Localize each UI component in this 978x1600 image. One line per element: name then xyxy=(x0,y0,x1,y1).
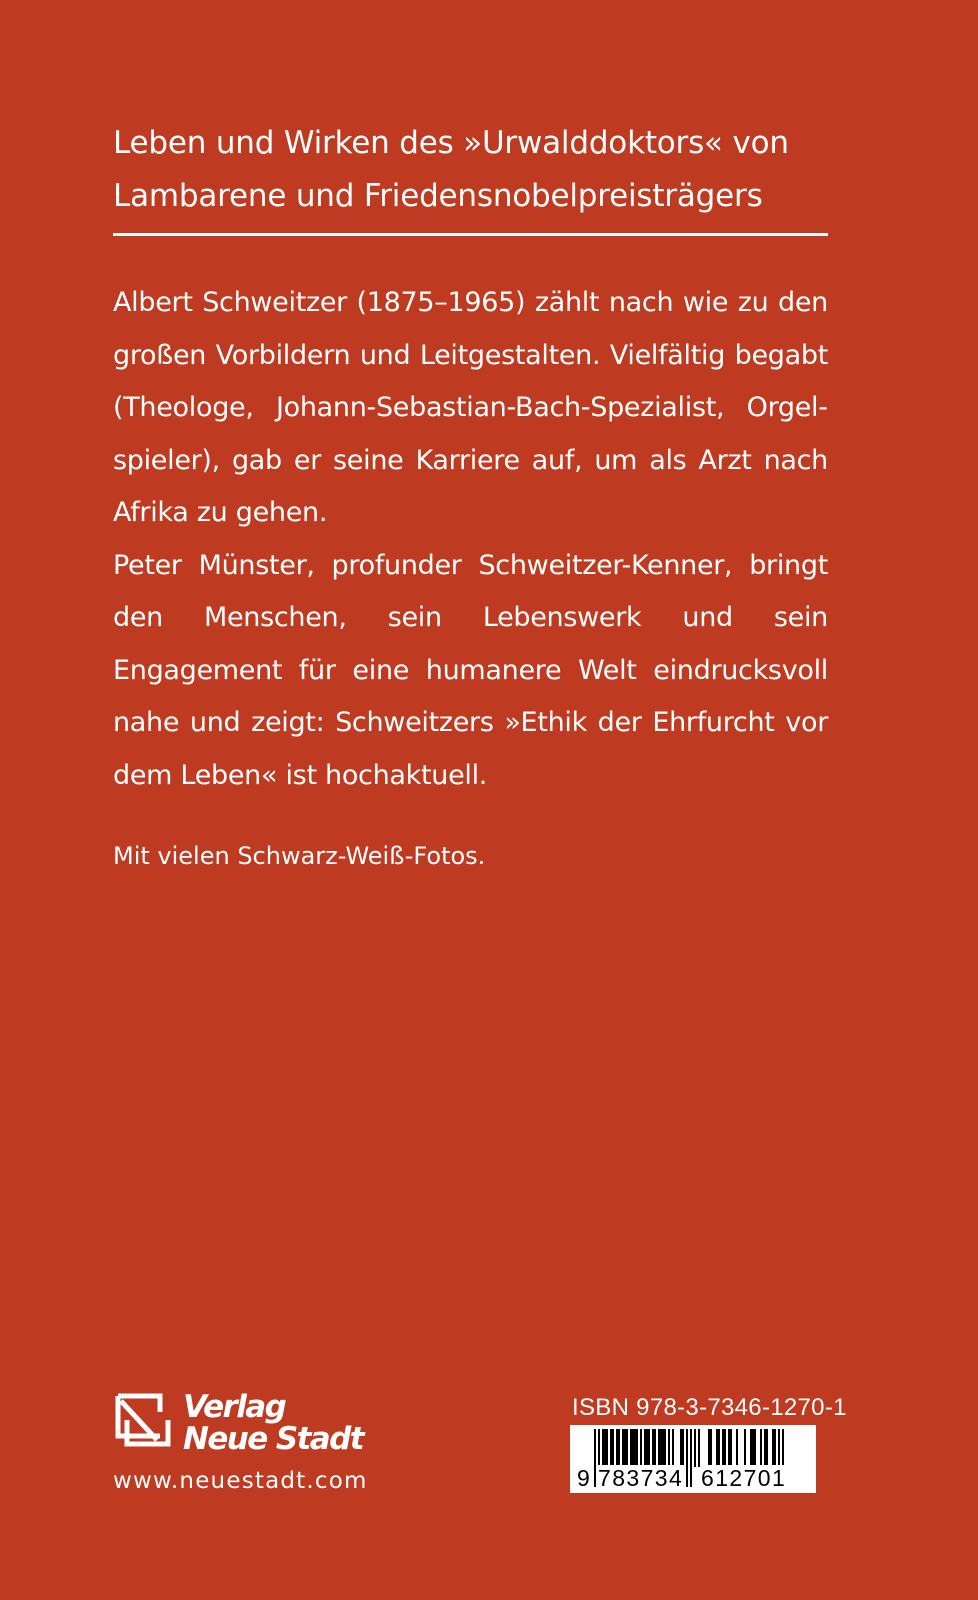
barcode-bar xyxy=(760,1429,762,1467)
barcode-bar xyxy=(730,1429,732,1467)
blurb-paragraph-1: Albert Schweitzer (1875–1965) zählt nach wie zu den großen Vorbildern und Leitgestalten. Vielfältig begabt (Theologe, Johann-Sebastian-Bach-Spezialist, Orgelspieler), gab er seine Karriere auf, um als Arzt nach Afrika zu gehen. xyxy=(113,287,828,528)
barcode-bar xyxy=(772,1429,774,1467)
barcode-bar xyxy=(618,1429,620,1467)
barcode-bar xyxy=(630,1429,632,1467)
photo-note: Mit vielen Schwarz-Weiß-Fotos. xyxy=(113,842,486,870)
barcode-left-digits: 783734 xyxy=(598,1465,684,1491)
barcode-bar xyxy=(716,1429,718,1467)
barcode-bar xyxy=(624,1429,626,1467)
barcode-bar xyxy=(622,1429,624,1467)
barcode-bar xyxy=(664,1429,666,1467)
barcode-bar xyxy=(698,1429,700,1467)
barcode-bar xyxy=(750,1429,752,1467)
barcode-first-digit: 9 xyxy=(577,1465,592,1491)
headline-line-1: Leben und Wirken des »Urwalddoktors« von xyxy=(113,125,789,161)
barcode-bar xyxy=(634,1429,636,1467)
barcode-bar xyxy=(672,1429,674,1467)
headline-line-2: Lambarene und Friedensnobelpreisträgers xyxy=(113,178,763,214)
barcode-bar xyxy=(636,1429,638,1467)
barcode-bar xyxy=(648,1429,650,1467)
barcode-bar xyxy=(644,1429,646,1467)
barcode-bar xyxy=(640,1429,642,1467)
barcode-bar xyxy=(658,1429,660,1467)
barcode-bar xyxy=(616,1429,618,1467)
barcode-bar xyxy=(754,1429,756,1467)
barcode-bar xyxy=(708,1429,710,1467)
barcode-bar xyxy=(612,1429,614,1467)
barcode-bar xyxy=(668,1429,670,1467)
barcode-bar xyxy=(660,1429,662,1467)
barcode-bar xyxy=(774,1429,776,1467)
barcode-bar xyxy=(604,1429,606,1467)
barcode-bar xyxy=(654,1429,656,1467)
barcode-bar xyxy=(710,1429,712,1467)
cover-headline xyxy=(113,117,828,223)
publisher-mark-icon xyxy=(113,1392,173,1454)
barcode-right-digits: 612701 xyxy=(701,1465,787,1491)
barcode-bar xyxy=(764,1429,766,1467)
barcode-bar xyxy=(652,1429,654,1467)
barcode-bar xyxy=(718,1429,720,1467)
barcode-bar xyxy=(744,1429,746,1467)
publisher-name-line-1: Verlag xyxy=(183,1389,286,1425)
barcode-bar xyxy=(682,1429,684,1467)
barcode-bar xyxy=(632,1429,634,1467)
blurb-paragraph-2: Peter Münster, profunder Schweitzer-Kenner, bringt den Menschen, sein Lebenswerk und sein Engagement für eine humanere Welt eindrucksvoll nahe und zeigt: Schweitzers »Ethik der Ehrfurcht vor dem Leben« ist hochaktuell. xyxy=(113,549,828,791)
publisher-website: www.neuestadt.com xyxy=(113,1468,368,1494)
barcode-bar xyxy=(594,1429,596,1487)
barcode-bar xyxy=(610,1429,612,1467)
barcode-bar xyxy=(766,1429,768,1467)
isbn-barcode xyxy=(570,1425,816,1493)
barcode-bar xyxy=(694,1429,696,1467)
barcode-bar xyxy=(646,1429,648,1467)
barcode-bar xyxy=(724,1429,726,1467)
barcode-bar xyxy=(680,1429,682,1467)
barcode-bar xyxy=(736,1429,738,1467)
barcode-bar xyxy=(690,1429,692,1487)
barcode-bar xyxy=(752,1429,754,1467)
isbn-label: ISBN 978-3-7346-1270-1 xyxy=(572,1394,847,1421)
barcode-bar xyxy=(686,1429,688,1487)
barcode-bar xyxy=(722,1429,724,1467)
publisher-logo xyxy=(113,1389,383,1460)
blurb-text xyxy=(113,277,828,802)
barcode-bar xyxy=(662,1429,664,1467)
publisher-name-line-2: Neue Stadt xyxy=(183,1421,363,1457)
barcode-bar xyxy=(728,1429,730,1467)
barcode-bar xyxy=(602,1429,604,1467)
barcode-bar xyxy=(606,1429,608,1467)
headline-divider xyxy=(113,233,828,236)
barcode-bar xyxy=(626,1429,628,1467)
